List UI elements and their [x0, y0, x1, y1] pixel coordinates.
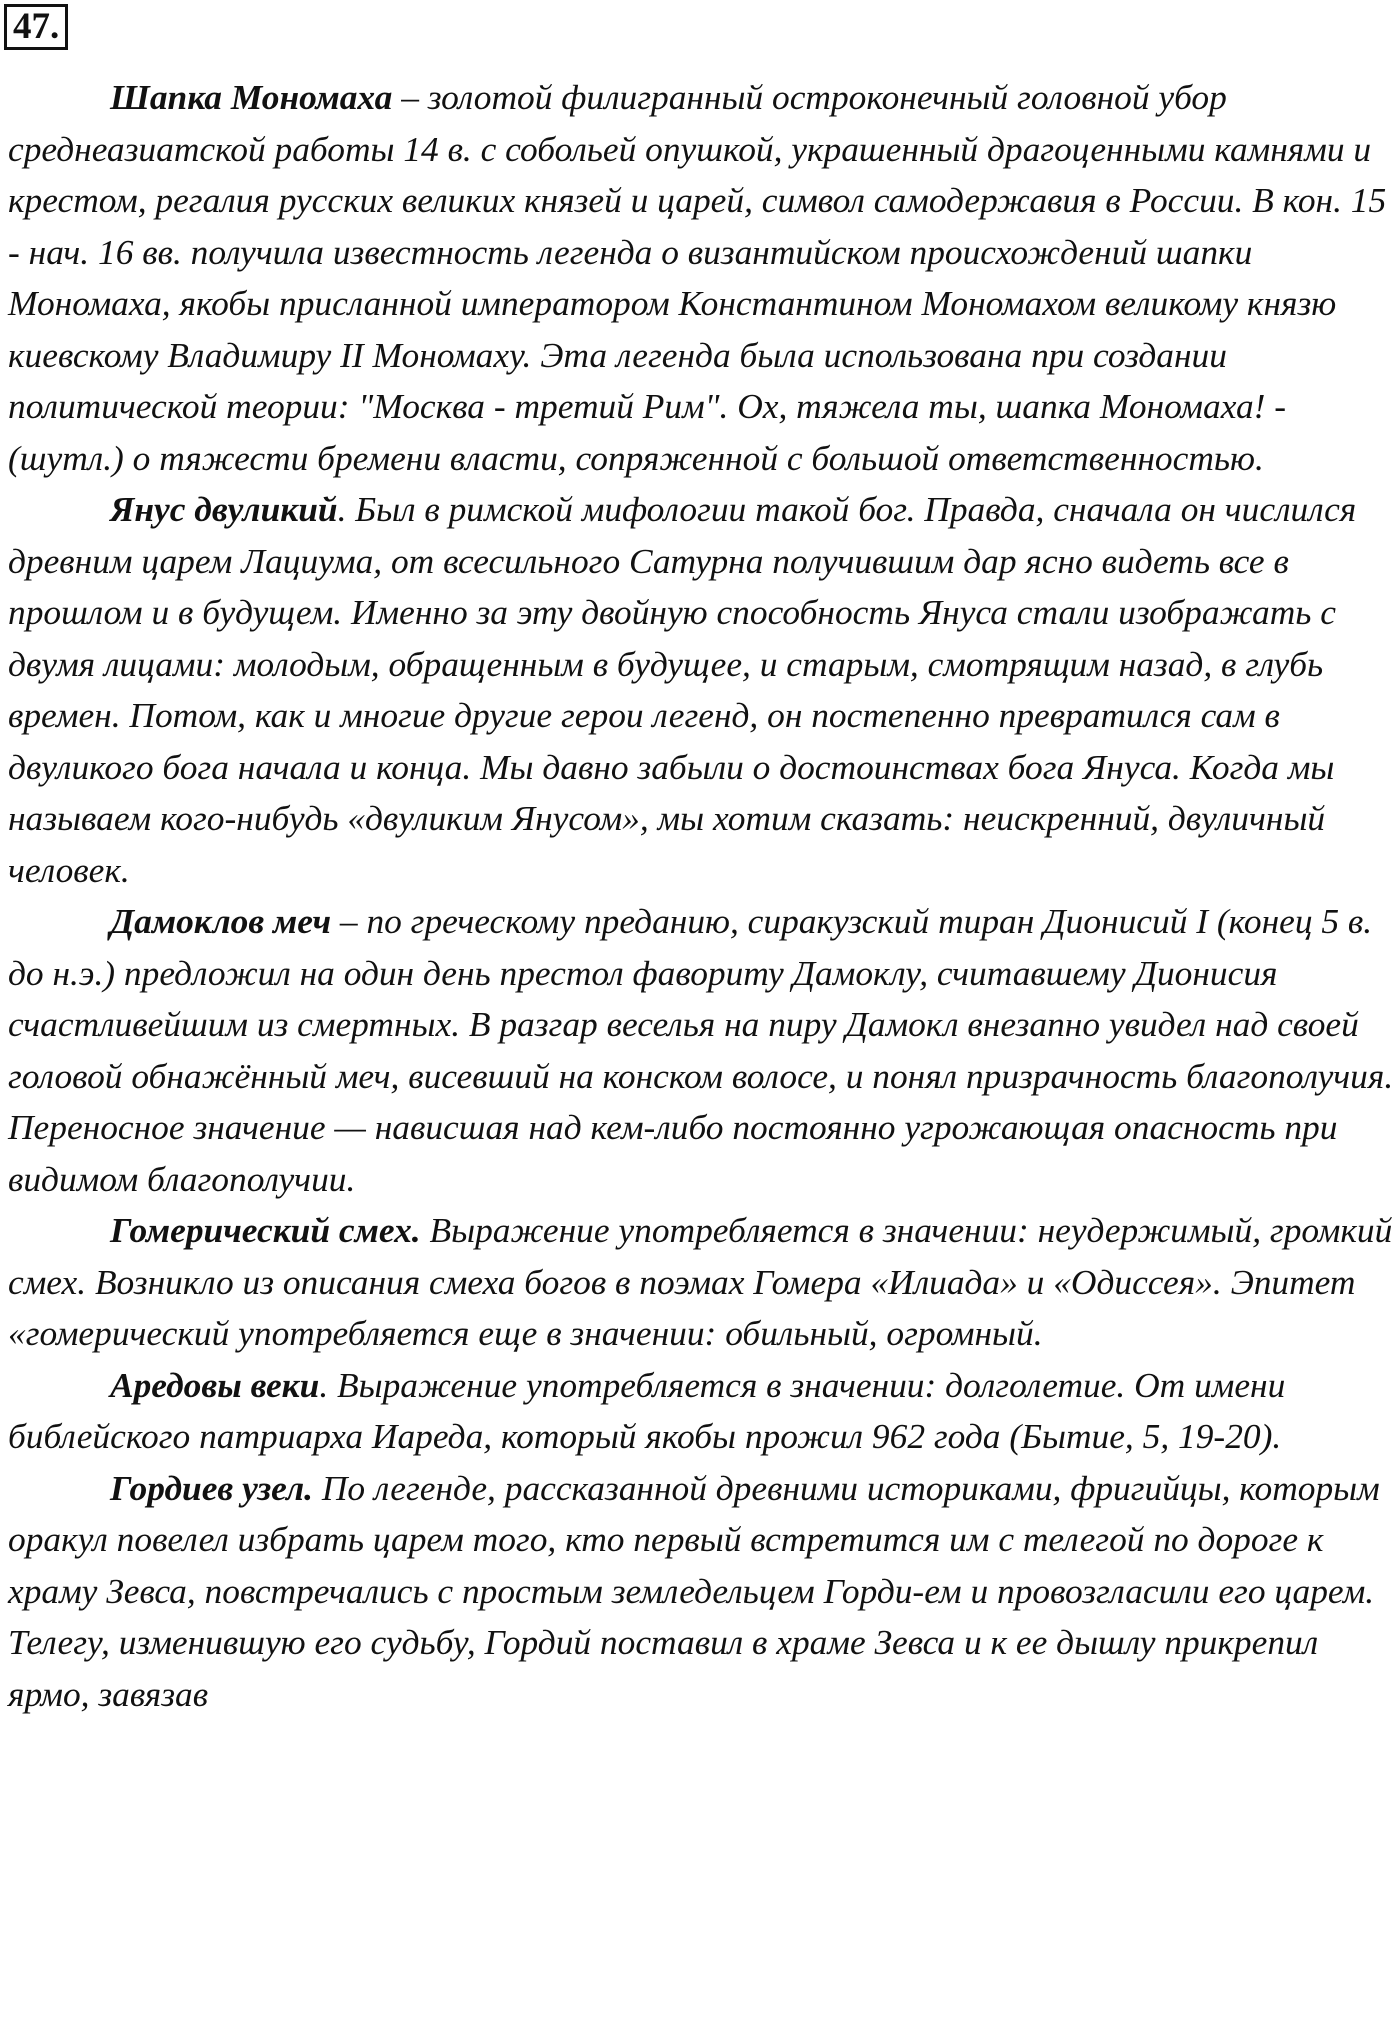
entry-term: Дамоклов меч [110, 901, 332, 941]
entry-term: Аредовы веки [110, 1364, 320, 1405]
text-body [8, 72, 1396, 1720]
entry-text: . Был в римской мифологии такой бог. Правда, сначала он числился древним царем Лациума, от всесильного Сатурна получившим дар ясно видеть все в прошлом и в будущем. Именно за эту двойную способность Януса стали изображать с двумя лицами: молодым, обращенным в будущее, и старым, смотрящим назад, в глубь времен. Потом, как и многие другие герои легенд, он постепенно превратился сам в двуликого бога начала и конца. Мы давно забыли о достоинствах бога Януса. Когда мы называем кого-нибудь «двуликим Янусом», мы хотим сказать: неискренний, двуличный человек. [8, 489, 1357, 890]
task-number: 47. [4, 4, 68, 50]
entry-text: – золотой филигранный остроконечный головной убор среднеазиатской работы 14 в. с собольей опушкой, украшенный драгоценными камнями и крестом, регалия русских великих князей и царей, символ самодержавия в России. В кон. 15 - нач. 16 вв. получила известность легенда о византийском происхождений шапки Мономаха, якобы присланной императором Константином Мономахом великому князю киевскому Владимиру II Мономаху. Эта легенда была использована при создании политической теории: "Москва - третий Рим". Ох, тяжела ты, шапка Мономаха! - (шутл.) о тяжести бремени власти, сопряженной с большой ответственностью. [8, 77, 1387, 478]
entry-aredovy-veki [8, 1360, 1396, 1463]
entry-text: По легенде, рассказанной древними историками, фригийцы, которым оракул повелел избрать царем того, кто первый встретится им с телегой по дороге к храму Зевса, повстречались с простым земледельцем Горди-ем и провозгласили его царем. Телегу, изменившую его судьбу, Гордий поставил в храме Зевса и к ее дышлу прикрепил ярмо, завязав [8, 1467, 1380, 1714]
entry-shapka-monomakha [8, 72, 1396, 484]
entry-text: Выражение употребляется в значении: неудержимый, громкий смех. Возникло из описания смеха богов в поэмах Гомера «Илиада» и «Одиссея». Эпитет «гомерический употребляется еще в значении: обильный, огромный. [8, 1210, 1393, 1353]
entry-term: Янус двуликий [110, 489, 338, 529]
entry-yanus-dvulikiy [8, 484, 1396, 896]
entry-gomericheskiy-smekh [8, 1205, 1396, 1360]
entry-text: . Выражение употребляется в значении: долголетие. От имени библейского патриарха Иареда, который якобы прожил 962 года (Бытие, 5, 19-20). [8, 1364, 1286, 1456]
entry-term: Гомерический смех. [110, 1210, 421, 1250]
entry-term: Шапка Мономаха [110, 77, 393, 117]
entry-gordiev-uzel [8, 1463, 1396, 1721]
entry-term: Гордиев узел. [110, 1467, 313, 1508]
entry-damoklov-mech [8, 896, 1396, 1205]
entry-text: – по греческому преданию, сиракузский тиран Дионисий I (конец 5 в. до н.э.) предложил на один день престол фавориту Дамоклу, считавшему Дионисия счастливейшим из смертных. В разгар веселья на пиру Дамокл внезапно увидел над своей головой обнажённый меч, висевший на конском волосе, и понял призрачность благополучия. Переносное значение — нависшая над кем-либо постоянно угрожающая опасность при видимом благополучии. [8, 901, 1394, 1199]
